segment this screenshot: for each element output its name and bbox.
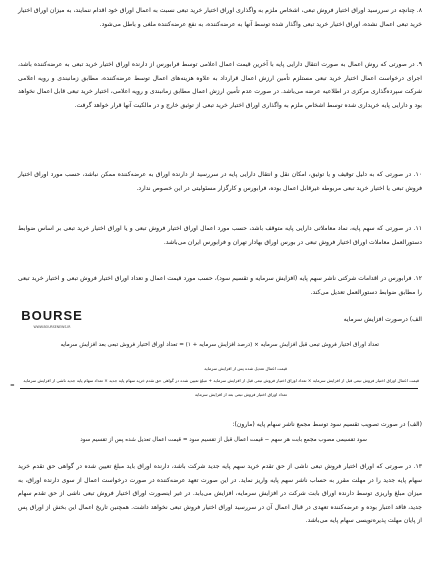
paragraph-8: ۸. چنانچه در سررسید اوراق اختیار فروش تبعی، اشخاص ملزم به واگذاری اوراق اختیار خرید تبعی نسبت به اعمال اوراق خود اقدام ننمایند، به میزان اوراق اختیار خرید تبعی اعمال نشده، اوراق اختیار خرید تبعی واگذار شده توسط آنها به عرضه‌کننده، به نفع عرضه‌کننده ملغی و باطل می‌شود. xyxy=(18,7,422,28)
formula-option-count: تعداد اوراق اختیار فروش تبعی قبل افزایش سرمایه × (درصد افزایش سرمایه + ۱) = تعداد اوراق اختیار فروش تبعی بعد افزایش سرمایه xyxy=(60,342,379,348)
case-dividend: (الف) در صورت تصویب تقسیم سود توسط مجمع ناشر سهام پایه (مارون): xyxy=(232,421,422,428)
paragraph-11: ۱۱. در صورتی که سهم پایه، نماد معاملاتی دارایی پایه متوقف باشد، حسب مورد اعمال اوراق اختیار فروش تبعی و یا اوراق اختیار خرید تبعی بر اساس ضوابط دستورالعمل معاملات اوراق اختیار فروش تبعی در بورس اوراق بهادار تهران و فرابورس ایران می‌باشد. xyxy=(18,225,422,246)
bourse-logo xyxy=(20,308,84,334)
logo-word: BOURSE xyxy=(21,308,83,323)
case-capital-increase: الف) درصورت افزایش سرمایه xyxy=(343,316,422,323)
paragraph-9: ۹. در صورتی که روش اعمال به صورت انتقال دارایی پایه با آخرین قیمت اعمال اعلامی توسط فرابورس از دارنده اوراق اختیار خرید تبعی به عرضه‌کننده باشد، اجرای درخواست اعمال اختیار خرید تبعی مستلزم تأمین ارزش اعمال قرارداد به علاوه هزینه‌های اعمال توسط عرضه‌کننده، مطابق زمانبندی و رویه اعلامی شرکت سپرده‌گذاری مرکزی در اطلاعیه عرضه می‌باشد. در صورت عدم تأمین ارزش اعمال مطابق زمانبندی و رویه اعلامی، اختیار خرید تبعی قابل اعمال نخواهد بود و دارایی پایه خریداری شده توسط اشخاص ملزم به واگذاری اوراق اختیار خرید تبعی از توثیق خارج و در مالکیت آنها قرار خواهد گرفت. xyxy=(18,61,422,109)
formula-plus-sign: + xyxy=(208,378,212,383)
formula-price-numerator-b: مبلغ تعیین شده در گواهی حق تقدم خرید سهام پایه جدید × تعداد سهام پایه جدید ناشی از افزایش سرمایه xyxy=(23,378,207,383)
formula-equals-sign: = xyxy=(10,383,15,389)
formula-price-label: قیمت اعمال تعدیل شده پس از افزایش سرمایه xyxy=(204,366,287,371)
paragraph-13: ۱۳. در صورتی که اوراق اختیار فروش تبعی ناشی از حق تقدم خرید سهم پایه جدید شرکت باشد، دارنده اوراق باید مبلغ تعیین شده در گواهی حق تقدم خرید سهام پایه جدید را در مهلت مقرر به حساب ناشر سهم پایه واریز نماید. در این صورت تعهد عرضه‌کننده در صورت درخواست اعمال از سوی دارنده اوراق، به میزان مبلغ واریزی توسط دارنده اوراق بابت شرکت در افزایش سرمایه، افزایش می‌یابد. در غیر اینصورت اوراق اختیار فروش تبعی ناشی از حق تقدم سهام جدید، فاقد اعتبار بوده و عرضه‌کننده تعهدی در قبال اعمال آن در سررسید اوراق اختیار فروش تبعی نخواهد داشت. همچنین تاریخ اعمال این بخش از اوراق پس از پایان مهلت پذیره‌نویسی سهام پایه می‌باشد. xyxy=(18,463,422,525)
paragraph-12: ۱۲. فرابورس در اقدامات شرکتی ناشر سهم پایه (افزایش سرمایه و تقسیم سود)، حسب مورد قیمت اعمال و تعداد اوراق اختیار فروش تبعی و اختیار خرید تبعی را مطابق ضوابط دستورالعمل تعدیل می‌کند. xyxy=(18,275,422,296)
formula-price-denominator: تعداد اوراق اختیار فروش تبعی بعد از افزایش سرمایه xyxy=(194,392,287,397)
formula-dividend: سود تقسیمی مصوب مجمع بابت هر سهم − قیمت اعمال قبل از تقسیم سود = قیمت اعمال تعدیل شده پس از تقسیم سود xyxy=(80,437,367,443)
fraction-bar xyxy=(20,388,418,389)
paragraph-10: ۱۰. در صورتی که به دلیل توقیف و یا توثیق، امکان نقل و انتقال دارایی پایه در سررسید از دارنده اوراق به عرضه‌کننده ممکن نباشد، حسب مورد اوراق اختیار فروش تبعی یا اختیار خرید تبعی مربوطه غیرقابل اعمال بوده، فرابورس و کارگزار مسئولیتی در این خصوص ندارد. xyxy=(18,171,422,192)
formula-price-numerator-a: قیمت اعمال اوراق اختیار فروش تبعی قبل از افزایش سرمایه × تعداد اوراق اختیار فروش تبعی قبل از افزایش سرمایه xyxy=(213,378,419,383)
logo-url: WWW.BOURSENEWS.IR xyxy=(33,325,71,329)
